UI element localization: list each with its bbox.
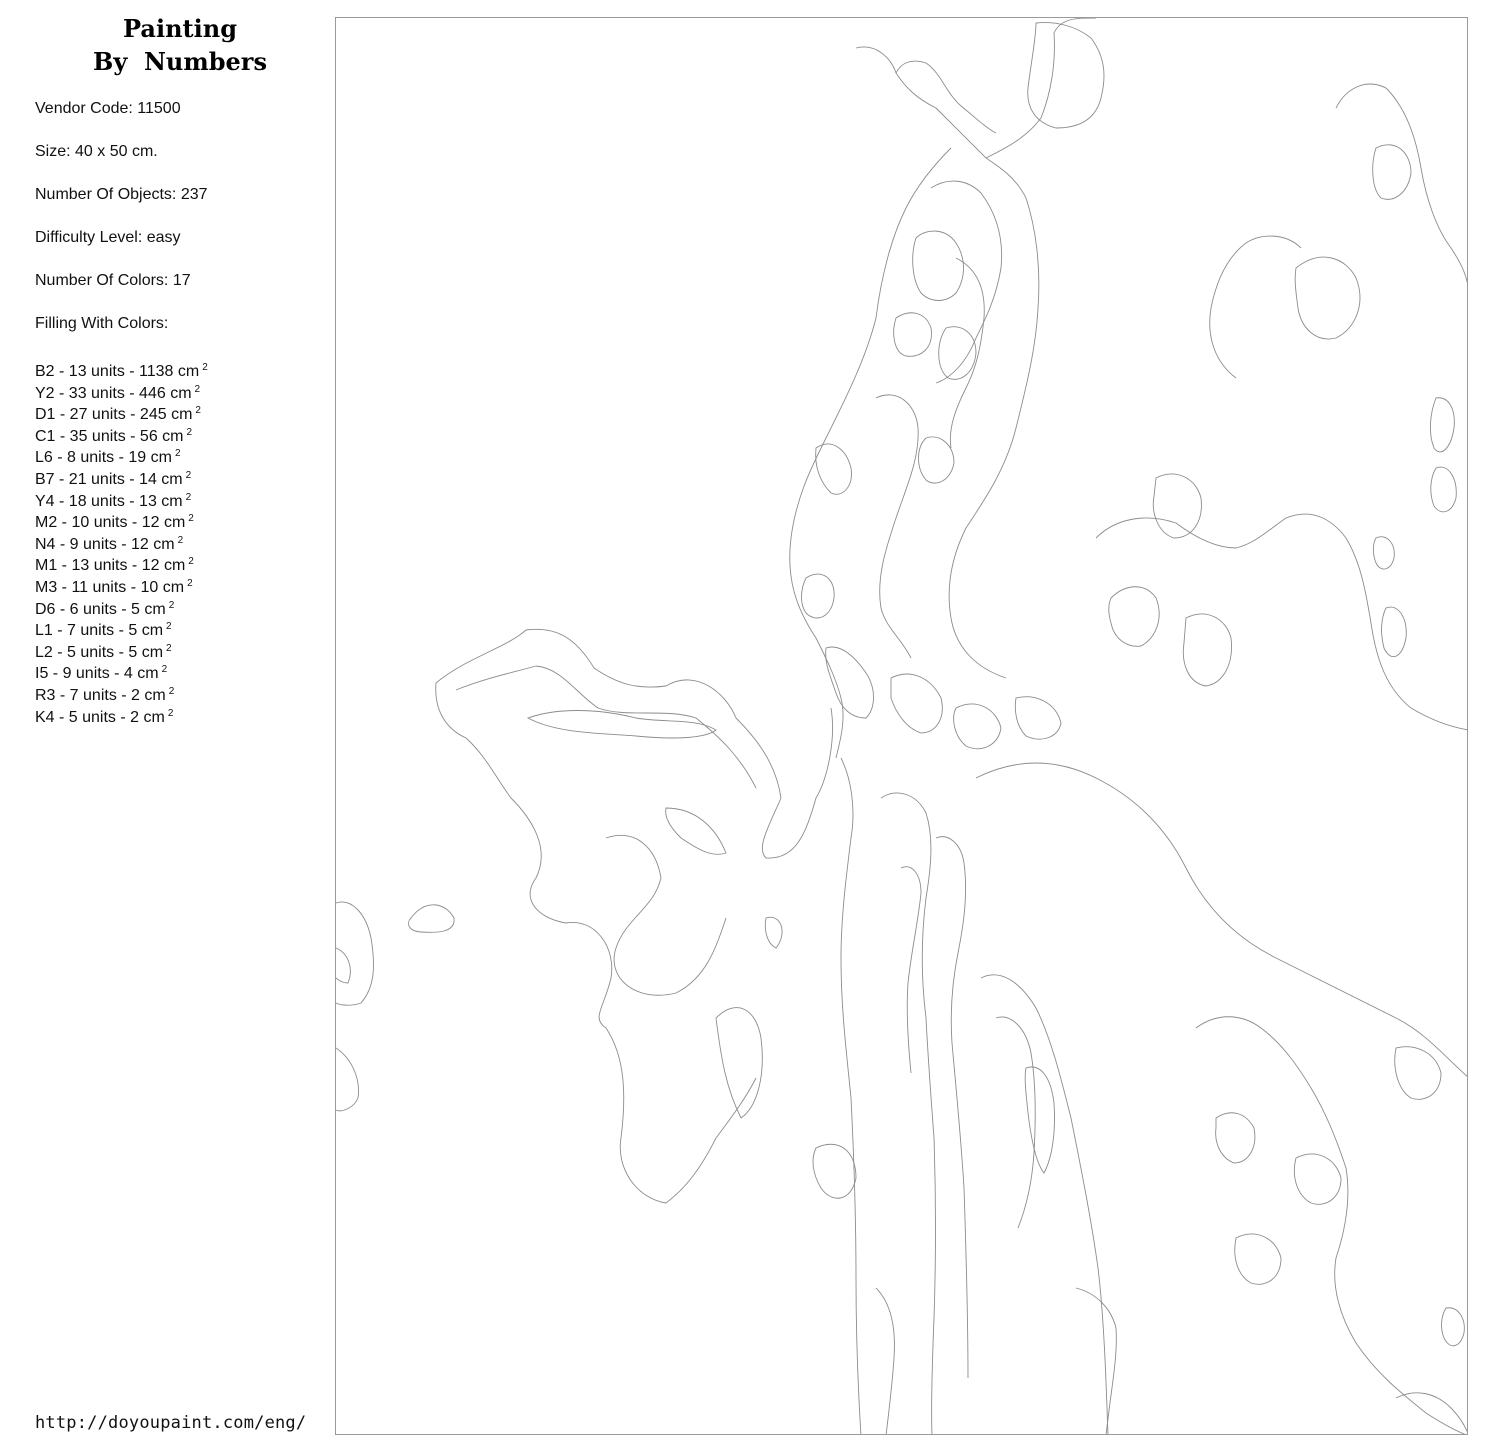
info-sidebar — [0, 0, 330, 1453]
vendor-code: Vendor Code: 11500 — [35, 100, 181, 117]
color-item: K4 - 5 units - 2 cm $^2$ — [35, 707, 174, 726]
size: Size: 40 x 50 cm. — [35, 143, 158, 160]
color-item: M1 - 13 units - 12 cm $^2$ — [35, 556, 194, 575]
page-title — [60, 12, 300, 78]
color-item: M2 - 10 units - 12 cm $^2$ — [35, 513, 194, 532]
color-item: I5 - 9 units - 4 cm $^2$ — [35, 664, 168, 683]
website-url: http://doyoupaint.com/eng/ — [35, 1413, 307, 1433]
title-line-2: By Numbers — [93, 47, 267, 76]
color-item: D1 - 27 units - 245 cm $^2$ — [35, 405, 201, 424]
color-item: Y2 - 33 units - 446 cm $^2$ — [35, 383, 201, 402]
difficulty-level: Difficulty Level: easy — [35, 229, 181, 246]
color-item: L6 - 8 units - 19 cm $^2$ — [35, 448, 181, 467]
color-item: L1 - 7 units - 5 cm $^2$ — [35, 621, 172, 640]
title-line-1: Painting — [123, 14, 237, 43]
outline-drawing — [336, 18, 1468, 1435]
color-list — [35, 357, 208, 724]
number-of-colors: Number Of Colors: 17 — [35, 272, 191, 289]
color-item: D6 - 6 units - 5 cm $^2$ — [35, 599, 175, 618]
product-details — [35, 98, 208, 356]
filling-heading: Filling With Colors: — [35, 315, 169, 332]
coloring-canvas — [335, 17, 1468, 1435]
color-item: L2 - 5 units - 5 cm $^2$ — [35, 642, 172, 661]
color-item: C1 - 35 units - 56 cm $^2$ — [35, 426, 193, 445]
color-item: B2 - 13 units - 1138 cm $^2$ — [35, 362, 208, 380]
color-item: Y4 - 18 units - 13 cm $^2$ — [35, 491, 192, 510]
color-item: M3 - 11 units - 10 cm $^2$ — [35, 577, 193, 596]
number-of-objects: Number Of Objects: 237 — [35, 186, 208, 203]
color-item: B7 - 21 units - 14 cm $^2$ — [35, 469, 192, 488]
color-item: N4 - 9 units - 12 cm $^2$ — [35, 534, 184, 553]
color-item: R3 - 7 units - 2 cm $^2$ — [35, 685, 175, 704]
